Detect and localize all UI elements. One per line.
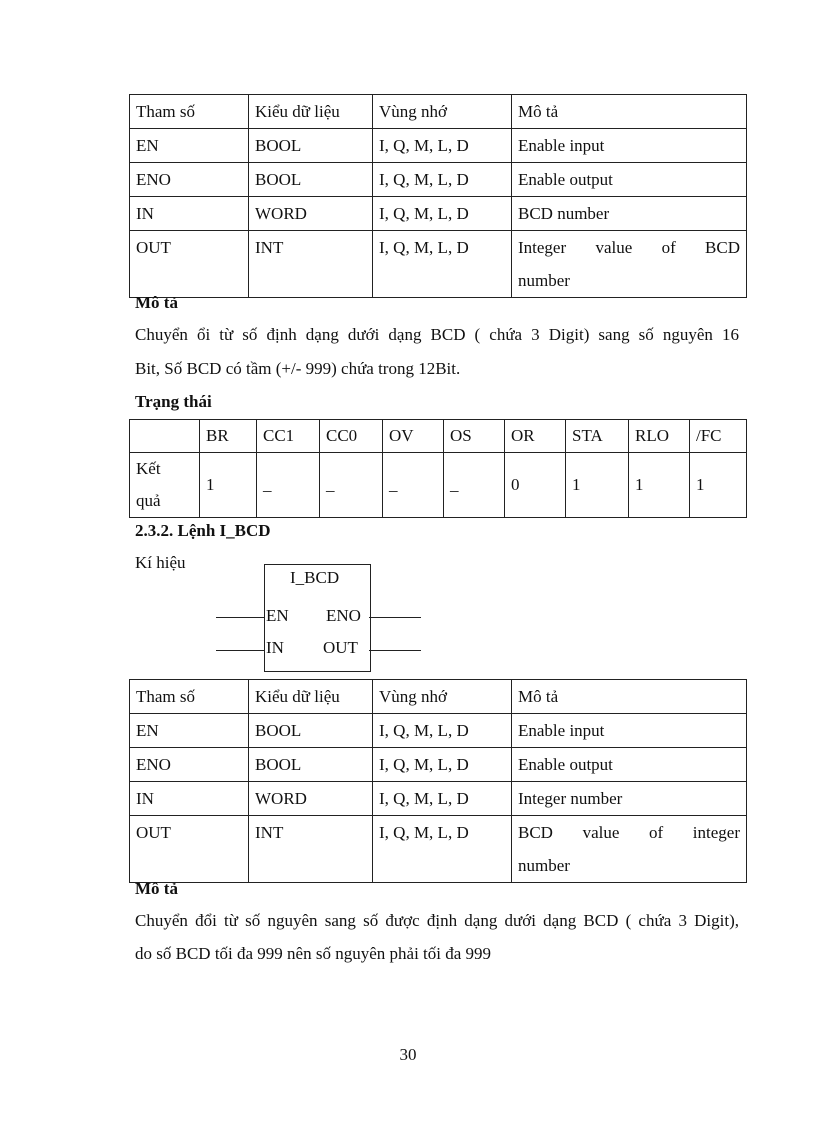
table-cell: BOOL xyxy=(249,163,373,197)
row-label-cell xyxy=(130,453,200,518)
header-cell: OV xyxy=(383,420,444,453)
description-line: Bit, Số BCD có tầm (+/- 999) chứa trong 12Bit. xyxy=(135,359,461,378)
table-cell: WORD xyxy=(249,782,373,816)
header-cell: BR xyxy=(200,420,257,453)
table-cell: IN xyxy=(130,782,249,816)
table-cell: WORD xyxy=(249,197,373,231)
table-cell: IN xyxy=(130,197,249,231)
section-title: 2.3.2. Lệnh I_BCD xyxy=(135,521,271,540)
description-line: Chuyển ổi từ số định dạng dưới dạng BCD ( chứa 3 Digit) sang số nguyên 16 xyxy=(135,325,739,344)
table-cell: OUT xyxy=(130,816,249,883)
table-cell: Enable input xyxy=(512,714,747,748)
table-header-row xyxy=(130,420,747,453)
cell-line: Integer value of BCD xyxy=(518,238,740,257)
header-cell: Mô tả xyxy=(512,95,747,129)
table-cell: BOOL xyxy=(249,714,373,748)
row-label-line: Kết xyxy=(136,459,161,478)
header-cell: CC0 xyxy=(320,420,383,453)
description-heading: Mô tả xyxy=(135,293,178,312)
table-header-row xyxy=(130,95,747,129)
table-cell: I, Q, M, L, D xyxy=(373,129,512,163)
description-line: Chuyển đổi từ số nguyên sang số được định dạng dưới dạng BCD ( chứa 3 Digit), xyxy=(135,911,739,930)
table-cell: I, Q, M, L, D xyxy=(373,197,512,231)
table-cell: BOOL xyxy=(249,129,373,163)
table-row xyxy=(130,163,747,197)
table-cell: ENO xyxy=(130,748,249,782)
table-cell: INT xyxy=(249,231,373,298)
cell-line: number xyxy=(518,271,570,290)
table-cell: OUT xyxy=(130,231,249,298)
table-cell: Enable input xyxy=(512,129,747,163)
table-header-row xyxy=(130,680,747,714)
pin-en: EN xyxy=(266,606,289,625)
table-cell: I, Q, M, L, D xyxy=(373,782,512,816)
description-heading: Mô tả xyxy=(135,879,178,898)
status-value: 1 xyxy=(566,453,629,518)
header-cell: OS xyxy=(444,420,505,453)
table-row xyxy=(130,714,747,748)
out-wire xyxy=(369,650,421,651)
header-cell: CC1 xyxy=(257,420,320,453)
table-cell: EN xyxy=(130,129,249,163)
status-value: _ xyxy=(320,453,383,518)
block-name: I_BCD xyxy=(290,568,340,587)
status-value: 1 xyxy=(200,453,257,518)
table-row xyxy=(130,782,747,816)
status-heading: Trạng thái xyxy=(135,392,212,411)
header-cell: Kiểu dữ liệu xyxy=(249,95,373,129)
parameter-table-1 xyxy=(129,94,747,298)
parameter-table-2 xyxy=(129,679,747,883)
status-value: 1 xyxy=(690,453,747,518)
header-cell: OR xyxy=(505,420,566,453)
cell-line: number xyxy=(518,856,570,875)
header-cell xyxy=(130,420,200,453)
table-cell: I, Q, M, L, D xyxy=(373,714,512,748)
status-value: _ xyxy=(444,453,505,518)
status-table xyxy=(129,419,747,518)
in-wire xyxy=(216,650,264,651)
cell-line: BCD value of integer xyxy=(518,823,740,842)
header-cell: STA xyxy=(566,420,629,453)
header-cell: Tham số xyxy=(130,680,249,714)
table-cell: I, Q, M, L, D xyxy=(373,816,512,883)
table-row xyxy=(130,231,747,298)
header-cell: Vùng nhớ xyxy=(373,680,512,714)
header-cell: /FC xyxy=(690,420,747,453)
status-value: 1 xyxy=(629,453,690,518)
table-row xyxy=(130,748,747,782)
table-cell: BOOL xyxy=(249,748,373,782)
table-row xyxy=(130,197,747,231)
table-cell: I, Q, M, L, D xyxy=(373,748,512,782)
page-number: 30 xyxy=(399,1045,417,1064)
table-cell: EN xyxy=(130,714,249,748)
table-row xyxy=(130,129,747,163)
header-cell: Kiểu dữ liệu xyxy=(249,680,373,714)
header-cell: Mô tả xyxy=(512,680,747,714)
table-row xyxy=(130,453,747,518)
status-value: _ xyxy=(257,453,320,518)
row-label-line: quả xyxy=(136,491,161,510)
table-cell xyxy=(512,231,747,298)
symbol-label: Kí hiệu xyxy=(135,553,186,572)
table-cell: I, Q, M, L, D xyxy=(373,163,512,197)
en-wire xyxy=(216,617,264,618)
table-cell: Enable output xyxy=(512,163,747,197)
table-cell: BCD number xyxy=(512,197,747,231)
table-cell: I, Q, M, L, D xyxy=(373,231,512,298)
header-cell: RLO xyxy=(629,420,690,453)
table-cell: Enable output xyxy=(512,748,747,782)
status-value: _ xyxy=(383,453,444,518)
table-cell: Integer number xyxy=(512,782,747,816)
header-cell: Vùng nhớ xyxy=(373,95,512,129)
eno-wire xyxy=(369,617,421,618)
table-cell: INT xyxy=(249,816,373,883)
table-row xyxy=(130,816,747,883)
pin-eno: ENO xyxy=(326,606,361,625)
pin-in: IN xyxy=(266,638,284,657)
header-cell: Tham số xyxy=(130,95,249,129)
table-cell: ENO xyxy=(130,163,249,197)
status-value: 0 xyxy=(505,453,566,518)
pin-out: OUT xyxy=(323,638,358,657)
description-line: do số BCD tối đa 999 nên số nguyên phải tối đa 999 xyxy=(135,944,492,963)
table-cell xyxy=(512,816,747,883)
